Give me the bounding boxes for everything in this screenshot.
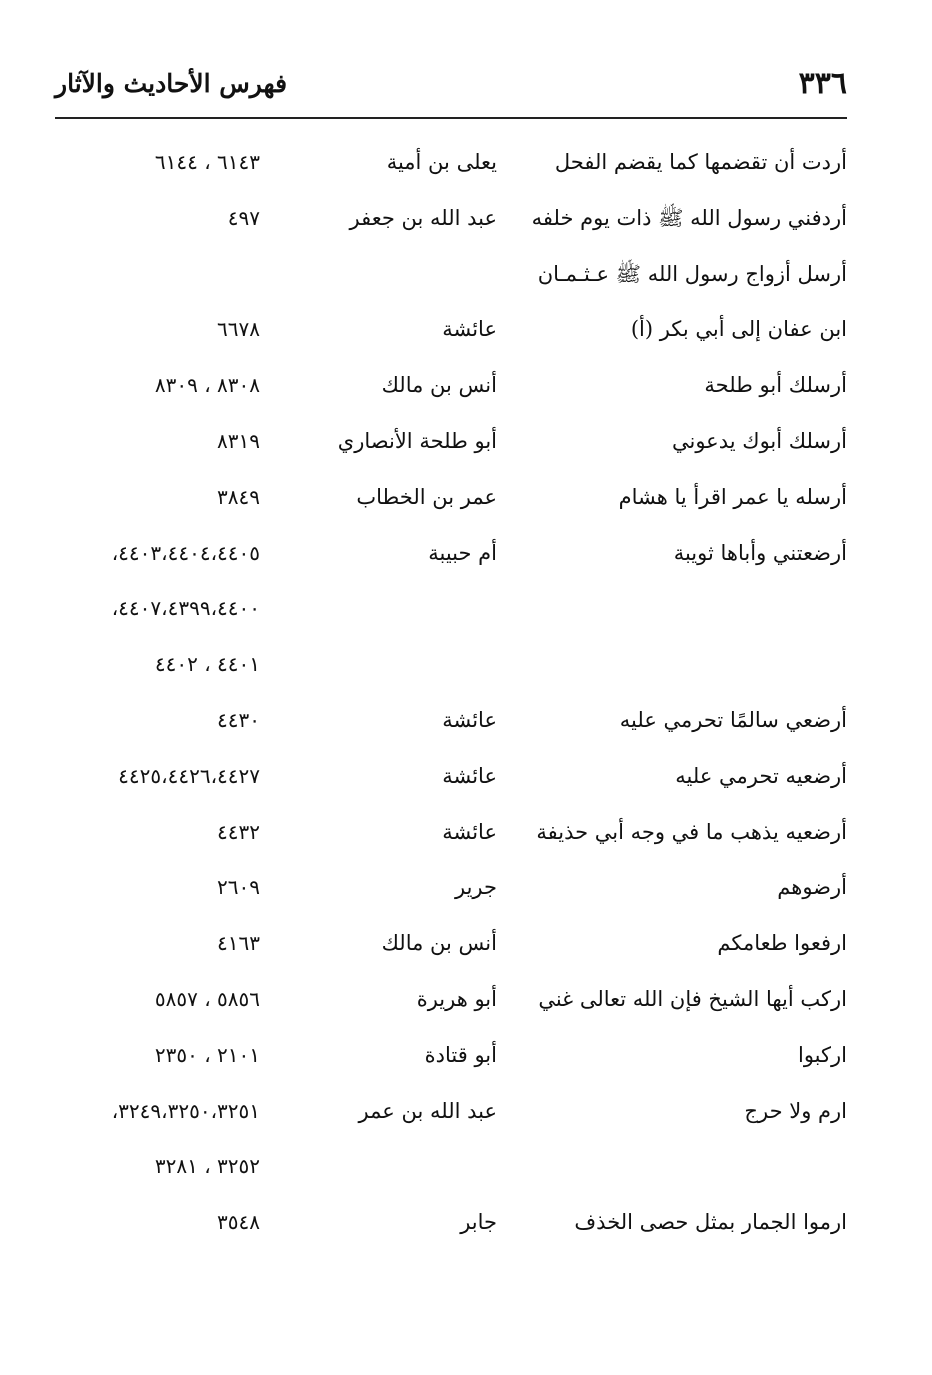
- hadith-text: أرسلك أبو طلحة: [704, 373, 847, 398]
- index-row: [0, 694, 932, 750]
- narrator-name: أنس بن مالك: [381, 931, 497, 956]
- index-row: [0, 192, 932, 248]
- hadith-numbers: ٨٣١٩: [217, 428, 260, 453]
- hadith-numbers: ٦٦٧٨: [217, 317, 260, 342]
- index-row: [0, 415, 932, 471]
- index-row: [0, 527, 932, 583]
- hadith-numbers: ٨٣٠٨ ، ٨٣٠٩: [154, 373, 260, 398]
- index-row: [0, 303, 932, 359]
- hadith-text: أرسله يا عمر اقرأ يا هشام: [618, 484, 847, 509]
- hadith-text: ارم ولا حرج: [744, 1098, 847, 1123]
- hadith-numbers: ٦١٤٣ ، ٦١٤٤: [154, 150, 260, 174]
- index-row: [0, 471, 932, 527]
- narrator-name: أنس بن مالك: [381, 373, 497, 398]
- hadith-text: ارفعوا طعامكم: [717, 931, 847, 956]
- hadith-numbers: ٣٨٤٩: [217, 484, 260, 509]
- hadith-text: ارموا الجمار بمثل حصى الخذف: [574, 1210, 847, 1235]
- narrator-name: عائشة: [442, 707, 497, 732]
- hadith-text: أرضعي سالمًا تحرمي عليه: [619, 707, 847, 732]
- hadith-text: أرضعيه يذهب ما في وجه أبي حذيفة: [536, 819, 847, 844]
- hadith-text: ابن عفان إلى أبي بكر (أ): [630, 317, 847, 342]
- narrator-name: جرير: [455, 875, 497, 900]
- hadith-numbers: ٤١٦٣: [217, 931, 260, 956]
- hadith-text: أردت أن تقضمها كما يقضم الفحل: [554, 150, 847, 174]
- narrator-name: يعلى بن أمية: [386, 150, 497, 174]
- hadith-text: أرسل أزواج رسول الله ﷺ عـثـمـان: [537, 261, 847, 286]
- index-row: [0, 1085, 932, 1141]
- narrator-name: أم حبيبة: [428, 540, 497, 565]
- hadith-numbers: ٤٤٢٥،٤٤٢٦،٤٤٢٧: [118, 763, 260, 788]
- hadith-numbers: ٤٤٠٧،٤٣٩٩،٤٤٠٠،: [111, 596, 260, 621]
- index-row: [0, 750, 932, 806]
- hadith-numbers: ٢٦٠٩: [217, 875, 260, 900]
- index-row: [0, 248, 932, 304]
- page-number: ٣٣٦: [798, 66, 847, 101]
- narrator-name: عائشة: [442, 819, 497, 844]
- hadith-numbers: ٣٥٤٨: [217, 1210, 260, 1235]
- index-row: [0, 973, 932, 1029]
- index-row: [0, 1029, 932, 1085]
- index-row: [0, 136, 932, 192]
- narrator-name: عبد الله بن جعفر: [349, 205, 497, 230]
- index-row: [0, 582, 932, 638]
- index-row: [0, 806, 932, 862]
- narrator-name: عائشة: [442, 763, 497, 788]
- hadith-text: اركبوا: [798, 1042, 847, 1067]
- hadith-text: أرضعتني وأباها ثويبة: [673, 540, 847, 565]
- hadith-numbers: ٤٤٣٠: [217, 707, 260, 732]
- narrator-name: أبو طلحة الأنصاري: [337, 428, 497, 453]
- hadith-numbers: ٤٩٧: [227, 205, 260, 230]
- hadith-numbers: ٤٤٠٣،٤٤٠٤،٤٤٠٥،: [111, 540, 260, 565]
- narrator-name: عائشة: [442, 317, 497, 342]
- index-row: [0, 359, 932, 415]
- index-row: [0, 861, 932, 917]
- page-header: [55, 62, 847, 112]
- hadith-text: أردفني رسول الله ﷺ ذات يوم خلفه: [531, 205, 847, 230]
- hadith-numbers: ٢١٠١ ، ٢٣٥٠: [154, 1042, 260, 1067]
- hadith-text: اركب أيها الشيخ فإن الله تعالى غني: [538, 986, 847, 1011]
- narrator-name: أبو هريرة: [416, 986, 497, 1011]
- index-entries: [0, 136, 932, 1252]
- narrator-name: عمر بن الخطاب: [356, 484, 497, 509]
- index-row: [0, 638, 932, 694]
- hadith-text: أرضعيه تحرمي عليه: [675, 763, 847, 788]
- index-row: [0, 917, 932, 973]
- narrator-name: أبو قتادة: [424, 1042, 497, 1067]
- header-rule: [55, 117, 847, 119]
- hadith-numbers: ٤٤٠١ ، ٤٤٠٢: [154, 652, 260, 677]
- narrator-name: جابر: [460, 1210, 497, 1235]
- running-title: فهرس الأحاديث والآثار: [55, 69, 288, 98]
- narrator-name: عبد الله بن عمر: [358, 1098, 497, 1123]
- hadith-text: أرضوهم: [777, 875, 847, 900]
- hadith-numbers: ٣٢٥٢ ، ٣٢٨١: [154, 1154, 260, 1179]
- hadith-text: أرسلك أبوك يدعوني: [671, 428, 847, 453]
- hadith-numbers: ٣٢٤٩،٣٢٥٠،٣٢٥١،: [111, 1098, 260, 1123]
- index-row: [0, 1196, 932, 1252]
- hadith-numbers: ٤٤٣٢: [217, 819, 260, 844]
- hadith-numbers: ٥٨٥٦ ، ٥٨٥٧: [154, 986, 260, 1011]
- index-row: [0, 1140, 932, 1196]
